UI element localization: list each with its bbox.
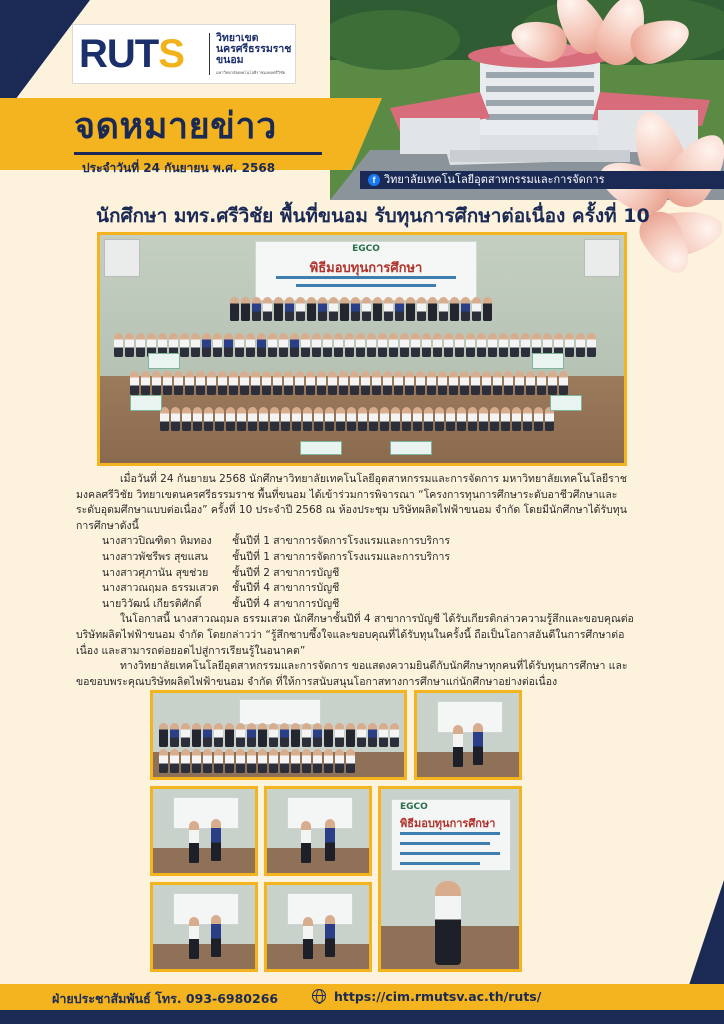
article-headline: นักศึกษา มทร.ศรีวิชัย พื้นที่ขนอม รับทุนการศึกษาต่อเนื่อง ครั้งที่ 10 [96, 205, 650, 227]
logo-campus-name: วิทยาเขต นครศรีธรรมราช ขนอม [216, 32, 292, 66]
title-underline [74, 152, 322, 155]
newsletter-title: จดหมายข่าว [74, 106, 277, 147]
paragraph-intro: เมื่อวันที่ 24 กันยายน 2568 นักศึกษาวิทยาลัยเทคโนโลยีอุตสาหกรรมและการจัดการ มหาวิทยาลัยเทคโนโลยีราชมงคลศรีวิชัย วิทยาเขตนครศรีธรรมราช พื้นที่ขนอม ได้เข้าร่วมการพิจารณา “โครงการทุนการศึกษาระดับอาชีวศึกษาและระดับอุดมศึกษาแบบต่อเนื่อง” ครั้งที่ 10 ประจำปี 2568 ณ ห้องประชุม บริษัทผลิตไฟฟ้าขนอม จำกัด โดยมีนักศึกษาได้รับทุนการศึกษาดังนี้ [76, 473, 627, 532]
gallery-photo-award [414, 690, 522, 780]
facebook-icon: f [368, 174, 380, 186]
footer-bar [0, 984, 724, 1010]
ruts-logo [72, 24, 296, 84]
pr-contact: ฝ่ายประชาสัมพันธ์ โทร. 093-6980266 [52, 991, 279, 1006]
facebook-page-name: วิทยาลัยเทคโนโลยีอุตสาหกรรมและการจัดการ [384, 173, 605, 186]
back-row-guests [230, 297, 500, 321]
main-group-photo [97, 232, 627, 466]
logo-divider [209, 33, 210, 75]
list-item: นางสาวณฤมล ธรรมเสวต ชั้นปีที่ 4 สาขาการบัญชี [102, 582, 340, 595]
logo-wordmark: RUTS [79, 32, 184, 76]
gallery-photo-award [150, 882, 258, 972]
paragraph-speech: ในโอกาสนี้ นางสาวณฤมล ธรรมเสวต นักศึกษาชั้นปีที่ 4 สาขาการบัญชี ได้รับเกียรติกล่าวความรู้สึกและขอบคุณต่อบริษัทผลิตไฟฟ้าขนอม จำกัด โดยกล่าวว่า “รู้สึกซาบซึ้งใจและขอบคุณที่ได้รับทุนในครั้งนี้ ถือเป็นโอกาสอันดีในการศึกษาต่อเนื่อง และสามารถต่อยอดไปสู่การเรียนรู้ในอนาคต” [76, 613, 634, 657]
seated-row-students [160, 407, 600, 431]
event-banner: EGCO พิธีมอบทุนการศึกษา [255, 241, 477, 301]
issue-date: ประจำวันที่ 24 กันยายน พ.ศ. 2568 [82, 161, 276, 175]
list-item: นางสาวศุภานัน สุขช่วย ชั้นปีที่ 2 สาขาการบัญชี [102, 566, 340, 579]
footer-navy-strip [0, 1010, 724, 1024]
list-item: นางสาวปิณฑิตา หิมทอง ชั้นปีที่ 1 สาขาการจัดการโรงแรมและการบริการ [102, 535, 451, 548]
facebook-page-bar[interactable] [360, 171, 724, 189]
article-body [76, 472, 636, 690]
list-item: นางสาวพัชรีพร สุขแสน ชั้นปีที่ 1 สาขาการจัดการโรงแรมและการบริการ [102, 550, 451, 563]
speaker-figure [435, 881, 461, 965]
gallery-photo-speech: EGCO พิธีมอบทุนการศึกษา [378, 786, 522, 972]
globe-icon [312, 989, 326, 1003]
recipients-list [76, 534, 636, 612]
gallery-photo-award [150, 786, 258, 876]
gallery-photo-award [264, 786, 372, 876]
gallery-photo-group [150, 690, 407, 780]
front-row-students [130, 371, 600, 395]
gallery-photo-award [264, 882, 372, 972]
paragraph-thanks: ทางวิทยาลัยเทคโนโลยีอุตสาหกรรมและการจัดการ ขอแสดงความยินดีกับนักศึกษาทุกคนที่ได้รับทุนการศึกษา และขอขอบพระคุณบริษัทผลิตไฟฟ้าขนอม จำกัด ที่ให้การสนับสนุนโอกาสทางการศึกษาแก่นักศึกษาอย่างต่อเนื่อง [76, 660, 628, 688]
website-link[interactable]: https://cim.rmutsv.ac.th/ruts/ [334, 989, 542, 1004]
logo-university-name: มหาวิทยาลัยเทคโนโลยีราชมงคลศรีวิชัย [216, 70, 286, 75]
list-item: นายวิวัฒน์ เกียรติศักดิ์ ชั้นปีที่ 4 สาขาการบัญชี [102, 597, 340, 610]
